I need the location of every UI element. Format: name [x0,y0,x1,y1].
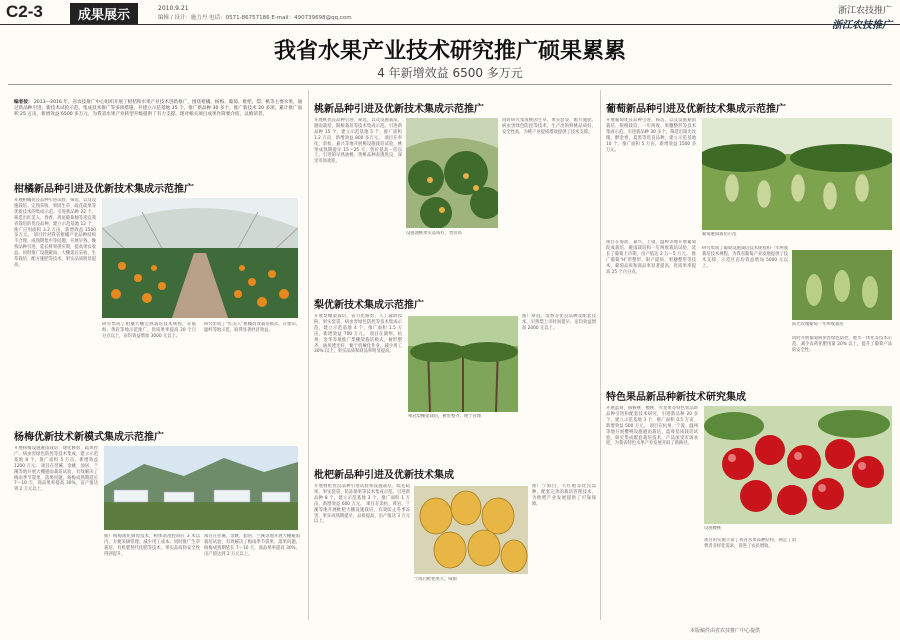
grape-body-2: 项目在海盐、嘉兴、上虞、温岭等地开展葡萄促成栽培、避雨栽培和一年两收栽培试验，延长了葡萄上市期，亩产值达 2 万～5 万元。 推广葡萄“H”形整形、限产提质、果穗整形等技术，葡萄品质和商品率显著提高，优质果率提高 25 个百分点。 [606,240,696,275]
section-title-citrus: 柑橘新品种引进及优新技术集成示范推广 [14,184,194,195]
source-note: 本版稿件由省农技推广中心提供 [689,628,760,634]
page-code: C2-3 [6,2,43,21]
editor-note-text: 2013—2016 年，省农技推广中心组织开展了柑桔和水果产业技术创新推广，围绕柑橘、杨梅、葡萄、枇杷、梨、桃等主要水果，通过新品种引进、新技术试验示范、集成技术推广等多项措施，共建立示范基地 35 个，推广新品种 30 多个，推广新技术 20 多项，累计推广面积 25 万亩，新增效益 6500 多万元，为我省水果产业转型升级提供了有力支撑。现对相关项目成果作简要介绍，以飨读者。 [14,100,303,118]
column-divider [600,90,601,620]
pear-body-3: 推广翠冠、清香等优良品种及配套技术，早熟梨上市时间提早，亩均效益增加 2000 元以上。 [522,314,596,331]
section-title-specialty: 特色果品新品种新技术研究集成 [606,392,746,403]
section-title-pear: 梨优新技术集成示范推广 [314,300,424,311]
section-title-peach: 桃新品种引进及优新技术集成示范推广 [314,104,484,115]
grape-body-5: 同时开展葡萄病虫害绿色防控、肥水一体化等技术示范，减少农药化肥用量 20% 以上，提升了葡萄产品的安全性。 [792,336,892,353]
column-divider [308,90,309,620]
pear-photo-caption: 翠冠梨棚架栽培，树形整齐，便于管理 [408,414,482,419]
grape-photo-1 [702,118,892,230]
bayberry-body-1: 开展杨梅设施避雨栽培、矮化修剪、疏果控产、病虫害绿色防控等技术集成，建立示范基地 8 个，推广面积 5 万亩，新增效益 1200 万元。 项目在慈溪、余姚、仙居、兰溪等地开展大棚避雨栽培试验，有效解决了梅雨季节裂果、落果问题，杨梅成熟期延长 7～10 天，商品果率提高 30%，亩产值达到 2 万元以上。 [14,446,98,493]
section-label: 成果展示 [70,3,138,24]
header-region: 浙江农技推广 [837,6,892,16]
header-email: E-mail：490739698@qq.com [271,15,352,21]
citrus-greenhouse-photo [102,198,298,318]
bayberry-body-3: 推广杨梅矮化修剪技术，树体高度控制在 3 米以内，方便采摘管理，减少用工成本。同时推广生草栽培、有机肥替代化肥等技术，果实品质和安全性得到提升。 [104,534,200,557]
cherry-photo-caption: 设施樱桃 [704,526,722,531]
greenhouse-illustration [102,198,298,318]
citrus-body-4: 研究形成了“红美人”柑橘高效栽培模式，在象山、温岭等地示范，取得显著经济效益。 [204,322,300,333]
cherry-photo [704,406,892,524]
grape-photo-1-caption: 葡萄避雨栽培示范 [702,232,737,237]
editor-note-label: 编者按： [14,100,33,105]
peach-photo-caption: 设施油桃果实品质好，售价高 [406,231,462,236]
header-date: 2010.9.21 [158,5,189,12]
header-brand [832,3,892,31]
pear-trellis-photo [408,316,518,412]
headline: 我省水果产业技术研究推广硕果累累 [273,39,626,64]
grape-photo-2 [792,250,892,320]
specialty-body-1: 开展蓝莓、猕猴桃、樱桃、火龙果等特色果品新品种引进和配套技术研究，引进新品种 20 多个，建立示范基地 3 个，推广面积 0.5 万亩，新增效益 500 万元。 项目在杭州、宁波、温州等地开展樱桃设施避雨栽培、蓝莓基质栽培试验，研究集成配套栽培技术，产品深受市场欢迎，为我省特色水果产业发展开辟了新路径。 [606,406,698,447]
peach-photo [406,118,498,228]
grape-photo-2-caption: 阳光玫瑰葡萄一年两收栽培 [792,322,844,327]
grape-body-4: 研究集成了葡萄设施栽培技术规程和一年两收栽培技术规程，为我省葡萄产业发展提供了技术支撑，示范区亩均效益增加 5000 元以上。 [702,246,788,269]
citrus-body-3: 研究集成了柑橘大棚完熟栽培技术规程，在临海、黄岩等地示范推广，优质果率提高 20 个百分点以上，亩均效益增加 3000 元以上。 [102,322,196,339]
bayberry-body-2: 项目在慈溪、余姚、仙居、兰溪等地开展大棚避雨栽培试验，有效解决了梅雨季节裂果、落果问题，杨梅成熟期延长 7～10 天，商品果率提高 30%，亩产值达到 2 万元以上。 [204,534,300,557]
section-title-grape: 葡萄新品种引进及优新技术集成示范推广 [606,104,786,115]
peach-body-3: 同时研究集成桃园生草、果实套袋、配方施肥、病虫害绿色防控等技术，生产出的鲜桃品质好、安全性高，为桃产业提质增效提供了技术支撑。 [502,118,596,135]
section-title-bayberry: 杨梅优新技术新模式集成示范推广 [14,432,164,443]
loquat-body-3: 推广宁海白、大红袍等优良品种，配套完善的栽培管理技术，为枇杷产业发展提供了可靠保障。 [532,484,596,507]
specialty-body-3: 项目的实施丰富了我省水果品种结构，满足了消费者多样化需求，促进了农民增收。 [704,538,796,549]
section-title-loquat: 枇杷新品种引进及优新技术集成 [314,470,454,481]
loquat-body-1: 开展枇杷优良品种引进试验和设施栽培、疏花疏果、果实套袋、防冻保果等技术集成示范。引进新品种 8 个，建立示范基地 3 个，推广面积 1 万亩，新增效益 600 万元。 项目在余杭、黄岩、兰溪等地开展枇杷大棚设施栽培，有效防止冬季冻害，果实成熟期提早，品质提高，亩产值达 3 万元以上。 [314,484,410,525]
editor-note [14,100,304,119]
header-editor: 编辑 / 设计：施力丹 [158,15,208,21]
headline-rule [8,84,892,85]
subheadline: 4 年新增效益 6500 多万元 [377,66,523,80]
loquat-photo-caption: 宁海白枇杷果大、味甜 [414,577,457,582]
header-phone: 电话：0571-86757186 [209,15,270,21]
grape-body-1: 开展葡萄优良品种引进、筛选，以及设施避雨栽培、限根栽培、一年两收、果穗整形等技术集成示范。引进新品种 30 多个，筛选出阳光玫瑰、醉金香、夏黑等优良品种，建立示范基地 10 个，推广面积 5 万亩，新增效益 1500 多万元。 [606,118,696,153]
bayberry-orchard-photo [104,446,298,530]
pear-body-1: 开展梨棚架栽培、省力化修剪、人工辅助授粉、果实套袋、病虫害绿色防控等技术集成示范，建立示范基地 4 个，推广面积 1.5 万亩，新增效益 700 万元。 项目在湖州、杭州、金华等地推广梨棚架栽培模式，树形整齐，通风透光好，便于机械化作业，减少用工 30% 以上，果实品质和商品率明显提高。 [314,314,402,355]
peach-body-1: 开展桃优良品种引进、筛选，以及设施栽培、避雨栽培、限根栽培等技术集成示范。引进新品种 15 个，建立示范基地 5 个，推广面积 1.2 万亩，新增效益 800 多万元。 项目在奉化、余杭、嘉兴等地开展桃设施栽培试验，桃果成熟期提早 15～25 天，售价提高一倍以上。引进的早熟油桃、黄桃品种表现优良，深受市场欢迎。 [314,118,402,165]
citrus-body-1: 开展柑橘优良品种引进试验、筛选，以及设施栽培、完熟采收、果园生草、疏花疏果等优新技术的集成示范。引进新品种 22 个，筛选出红美人、春香、鸡尾葡萄柚等适宜我省栽培的优良品种，建立示范基地 12 个，推广应用面积 3.2 万亩，新增效益 1500 多万元。 项目针对我省柑橘产业品种结构不合理、成熟期集中等问题，开展早熟、晚熟品种引进，延长鲜果供应期，提高果农收益。同时推广设施避雨、大棚延后采收、生草栽培、配方施肥等技术，果实品质明显提高。 [14,198,96,268]
loquat-photo [414,486,528,574]
publication-logo: 浙江农技推广 [832,20,892,31]
page-header [0,0,900,31]
header-contact [158,13,352,21]
